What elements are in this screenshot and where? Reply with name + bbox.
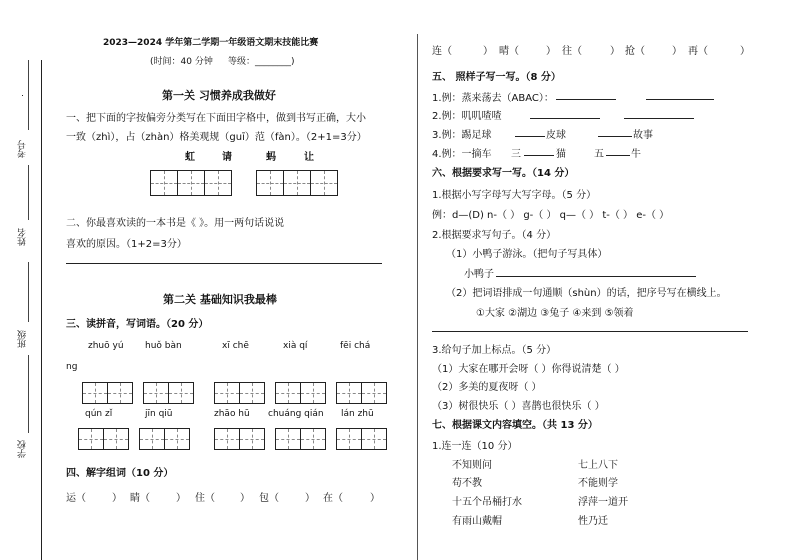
match-right[interactable]: 不能则学	[578, 478, 618, 489]
match-left[interactable]: 有雨山戴帽	[452, 516, 502, 527]
q6-2: 2.根据要求写句子。（4 分）	[432, 230, 557, 241]
q4-word: 睛（	[130, 493, 150, 504]
top-word-close: ）	[740, 46, 750, 57]
class-label: 班级	[18, 330, 28, 348]
top-word: 再（	[688, 46, 708, 57]
q5-word: 猫	[556, 149, 566, 160]
q5-word: 五	[594, 149, 604, 160]
q2-line2: 喜欢的原因。（1+2=3分）	[66, 239, 187, 250]
page-title: 2023—2024 学年第二学期一年级语文期末技能比赛	[103, 38, 319, 48]
q4-title: 四、解字组词（10 分）	[66, 468, 174, 479]
answer-line[interactable]	[646, 99, 714, 100]
class-line	[28, 262, 29, 322]
pinyin: ng	[66, 362, 78, 372]
q4-word: 在（	[323, 493, 343, 504]
q7-title: 七、根据课文内容填空。（共 13 分）	[432, 420, 598, 431]
part1-title: 第一关 习惯养成我做好	[162, 89, 276, 102]
q4-word: 包（	[259, 493, 279, 504]
pinyin: zhuō yú	[88, 341, 124, 351]
q5-word: 牛	[631, 149, 641, 160]
q6-1: 1.根据小写字母写大写字母。（5 分）	[432, 190, 597, 201]
pinyin: xī chē	[222, 341, 249, 351]
top-word-close: ）	[546, 46, 556, 57]
answer-line[interactable]	[524, 155, 554, 156]
q5-item: 1.例：蒸来荡去（ABAC）：	[432, 93, 554, 104]
pinyin: zhāo hū	[214, 409, 250, 419]
part2-title: 第二关 基础知识我最棒	[163, 293, 277, 306]
writing-grid[interactable]	[143, 382, 194, 404]
writing-grid[interactable]	[256, 170, 338, 196]
q6-title: 六、根据要求写一写。（14 分）	[432, 168, 575, 179]
answer-line[interactable]	[598, 136, 632, 137]
writing-grid[interactable]	[139, 428, 190, 450]
answer-line[interactable]	[66, 263, 382, 264]
writing-grid[interactable]	[214, 428, 265, 450]
exam-time: (时间：40 分钟	[150, 57, 213, 67]
top-word-close: ）	[672, 46, 682, 57]
q6-2-a: （1）小鸭子游泳。（把句子写具体）	[446, 249, 608, 260]
top-word: 连（	[432, 46, 452, 57]
q4-word-close: ）	[370, 493, 380, 504]
q5-item: 2.例：叽叽喳喳	[432, 111, 502, 122]
top-word-close: ）	[610, 46, 620, 57]
q6-2-a-answer: 小鸭子	[464, 269, 494, 280]
name-label: 姓名	[18, 228, 28, 246]
answer-line[interactable]	[530, 118, 600, 119]
q3-title: 三、读拼音，写词语。（20 分）	[66, 319, 209, 330]
punctuation-item: （1）大家在哪开会呀（ ）你得说清楚（ ）	[432, 364, 625, 375]
match-right[interactable]: 性乃迁	[578, 516, 608, 527]
exam-no-line	[28, 60, 29, 130]
pinyin: jīn qiū	[145, 409, 173, 419]
q1-line1: 一、把下面的字按偏旁分类写在下面田字格中，做到书写正确，大小	[66, 113, 366, 124]
q4-word: 住（	[195, 493, 215, 504]
q5-word: 三	[511, 149, 521, 160]
q2-line1: 二、你最喜欢读的一本书是《 》。用一两句话说说	[66, 218, 285, 229]
writing-grid[interactable]	[336, 382, 387, 404]
q1-char: 让	[304, 152, 314, 163]
match-right[interactable]: 浮萍一道开	[578, 497, 628, 508]
answer-line[interactable]	[496, 276, 696, 277]
pinyin: fēi chá	[340, 341, 371, 351]
top-word-close: ）	[483, 46, 493, 57]
q4-word: 运（	[66, 493, 86, 504]
answer-line[interactable]	[624, 118, 694, 119]
match-right[interactable]: 七上八下	[578, 460, 618, 471]
q5-word: 故事	[633, 130, 653, 141]
top-word: 往（	[562, 46, 582, 57]
q6-2-b: （2）把词语排成一句通顺（shùn）的话，把序号写在横线上。	[446, 288, 727, 299]
answer-line[interactable]	[556, 99, 616, 100]
school-label: 学校	[18, 440, 28, 458]
q4-word-close: ）	[176, 493, 186, 504]
school-line	[28, 355, 29, 433]
writing-grid[interactable]	[275, 382, 326, 404]
grade-field: 等级：________)	[228, 57, 295, 67]
q4-word-close: ）	[112, 493, 122, 504]
writing-grid[interactable]	[336, 428, 387, 450]
match-left[interactable]: 苟不教	[452, 478, 482, 489]
pinyin: lán zhū	[341, 409, 374, 419]
match-left[interactable]: 不知则问	[452, 460, 492, 471]
q5-item: 4.例：一摘车	[432, 149, 492, 160]
answer-line[interactable]	[432, 331, 748, 332]
writing-grid[interactable]	[82, 382, 133, 404]
q6-2-b-options: ①大家 ②湖边 ③兔子 ④来到 ⑤领着	[476, 308, 634, 319]
q6-3: 3.给句子加上标点。（5 分）	[432, 345, 557, 356]
writing-grid[interactable]	[214, 382, 265, 404]
writing-grid[interactable]	[150, 170, 232, 196]
column-divider	[417, 34, 418, 560]
q6-1-example: 例：d—(D) n-（ ） g-（ ） q—（ ） t-（ ） e-（ ）	[432, 210, 670, 221]
pinyin: chuáng qián	[268, 409, 324, 419]
q5-item: 3.例：踢足球	[432, 130, 492, 141]
writing-grid[interactable]	[78, 428, 129, 450]
writing-grid[interactable]	[275, 428, 326, 450]
answer-line[interactable]	[515, 136, 545, 137]
q1-char: 请	[222, 152, 232, 163]
top-word: 晴（	[499, 46, 519, 57]
exam-no-label: 考号	[18, 140, 28, 158]
q5-word: 皮球	[546, 130, 566, 141]
punctuation-item: （2）多美的夏夜呀（ ）	[432, 382, 542, 393]
pinyin: huǒ bàn	[145, 341, 182, 351]
pinyin: qún zǐ	[85, 409, 113, 419]
q1-char: 虹	[185, 152, 195, 163]
q4-word-close: ）	[305, 493, 315, 504]
q4-word-close: ）	[240, 493, 250, 504]
name-line	[28, 165, 29, 220]
q1-line2: 一致（zhì），占（zhàn）格美观规（guī）范（fàn）。（2+1=3分）	[66, 132, 367, 143]
answer-line[interactable]	[606, 155, 630, 156]
q5-title: 五、 照样子写一写。（8 分）	[432, 72, 561, 83]
binding-line	[41, 60, 42, 560]
match-left[interactable]: 十五个吊桶打水	[452, 497, 522, 508]
punctuation-item: （3）树很快乐（ ）喜鹊也很快乐（ ）	[432, 401, 605, 412]
q1-char: 蚂	[266, 152, 276, 163]
pinyin: xià qí	[283, 341, 308, 351]
top-word: 抢（	[625, 46, 645, 57]
exam-no-blank	[22, 95, 23, 96]
q7-1: 1.连一连（10 分）	[432, 441, 518, 452]
